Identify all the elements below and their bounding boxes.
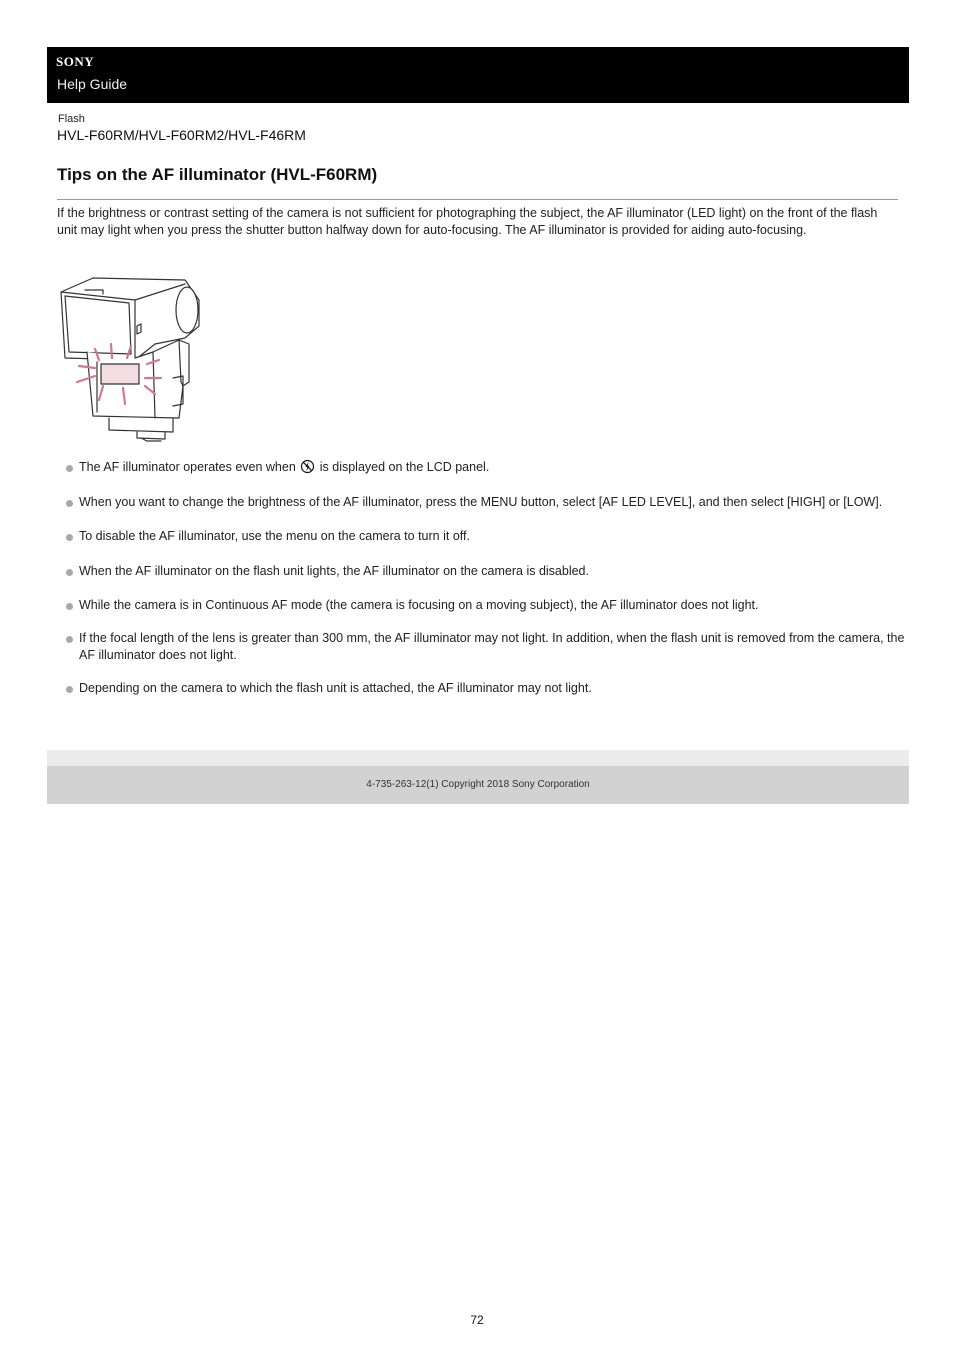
flash-unit-af-illuminator-illustration [55,274,205,444]
footer [47,766,909,804]
page-title: Tips on the AF illuminator (HVL-F60RM) [57,165,378,184]
title-divider [57,199,898,200]
copyright-text: 4-735-263-12(1) Copyright 2018 Sony Corporation [366,779,590,790]
list-item: The AF illuminator operates even when is displayed on the LCD panel. [65,459,905,476]
help-guide-label: Help Guide [57,76,128,92]
breadcrumb-category: Flash [58,113,85,125]
breadcrumb-model: HVL-F60RM/HVL-F60RM2/HVL-F46RM [57,127,306,143]
bullet-icon [66,636,73,643]
list-item: Depending on the camera to which the flash unit is attached, the AF illuminator may not light. [65,680,905,697]
list-item: When you want to change the brightness of the AF illuminator, press the MENU button, select [AF LED LEVEL], and then select [HIGH] or [LOW]. [65,494,905,511]
bullet-icon [66,500,73,507]
bullet-icon [66,603,73,610]
list-item: While the camera is in Continuous AF mode (the camera is focusing on a moving subject), the AF illuminator does not light. [65,597,905,614]
list-item: To disable the AF illuminator, use the menu on the camera to turn it off. [65,528,905,545]
list-item: When the AF illuminator on the flash unit lights, the AF illuminator on the camera is disabled. [65,563,905,580]
notes-list [65,459,905,697]
list-item: If the focal length of the lens is greater than 300 mm, the AF illuminator may not light. In addition, when the flash unit is removed from the camera, the AF illuminator does not light. [65,630,905,664]
footer-spacer [47,750,909,766]
bullet-icon [66,534,73,541]
bullet-icon [66,569,73,576]
header-bar [47,47,909,103]
flash-off-icon [300,459,315,474]
bullet-icon [66,465,73,472]
sony-logo: SONY [56,54,95,69]
page-number: 72 [470,1313,484,1327]
intro-paragraph: If the brightness or contrast setting of the camera is not sufficient for photographing the subject, the AF illuminator (LED light) on the front of the flash unit may light when you press the shutter button halfway down for auto-focusing. The AF illuminator is provided for aiding auto-focusing. [57,206,878,237]
bullet-icon [66,686,73,693]
